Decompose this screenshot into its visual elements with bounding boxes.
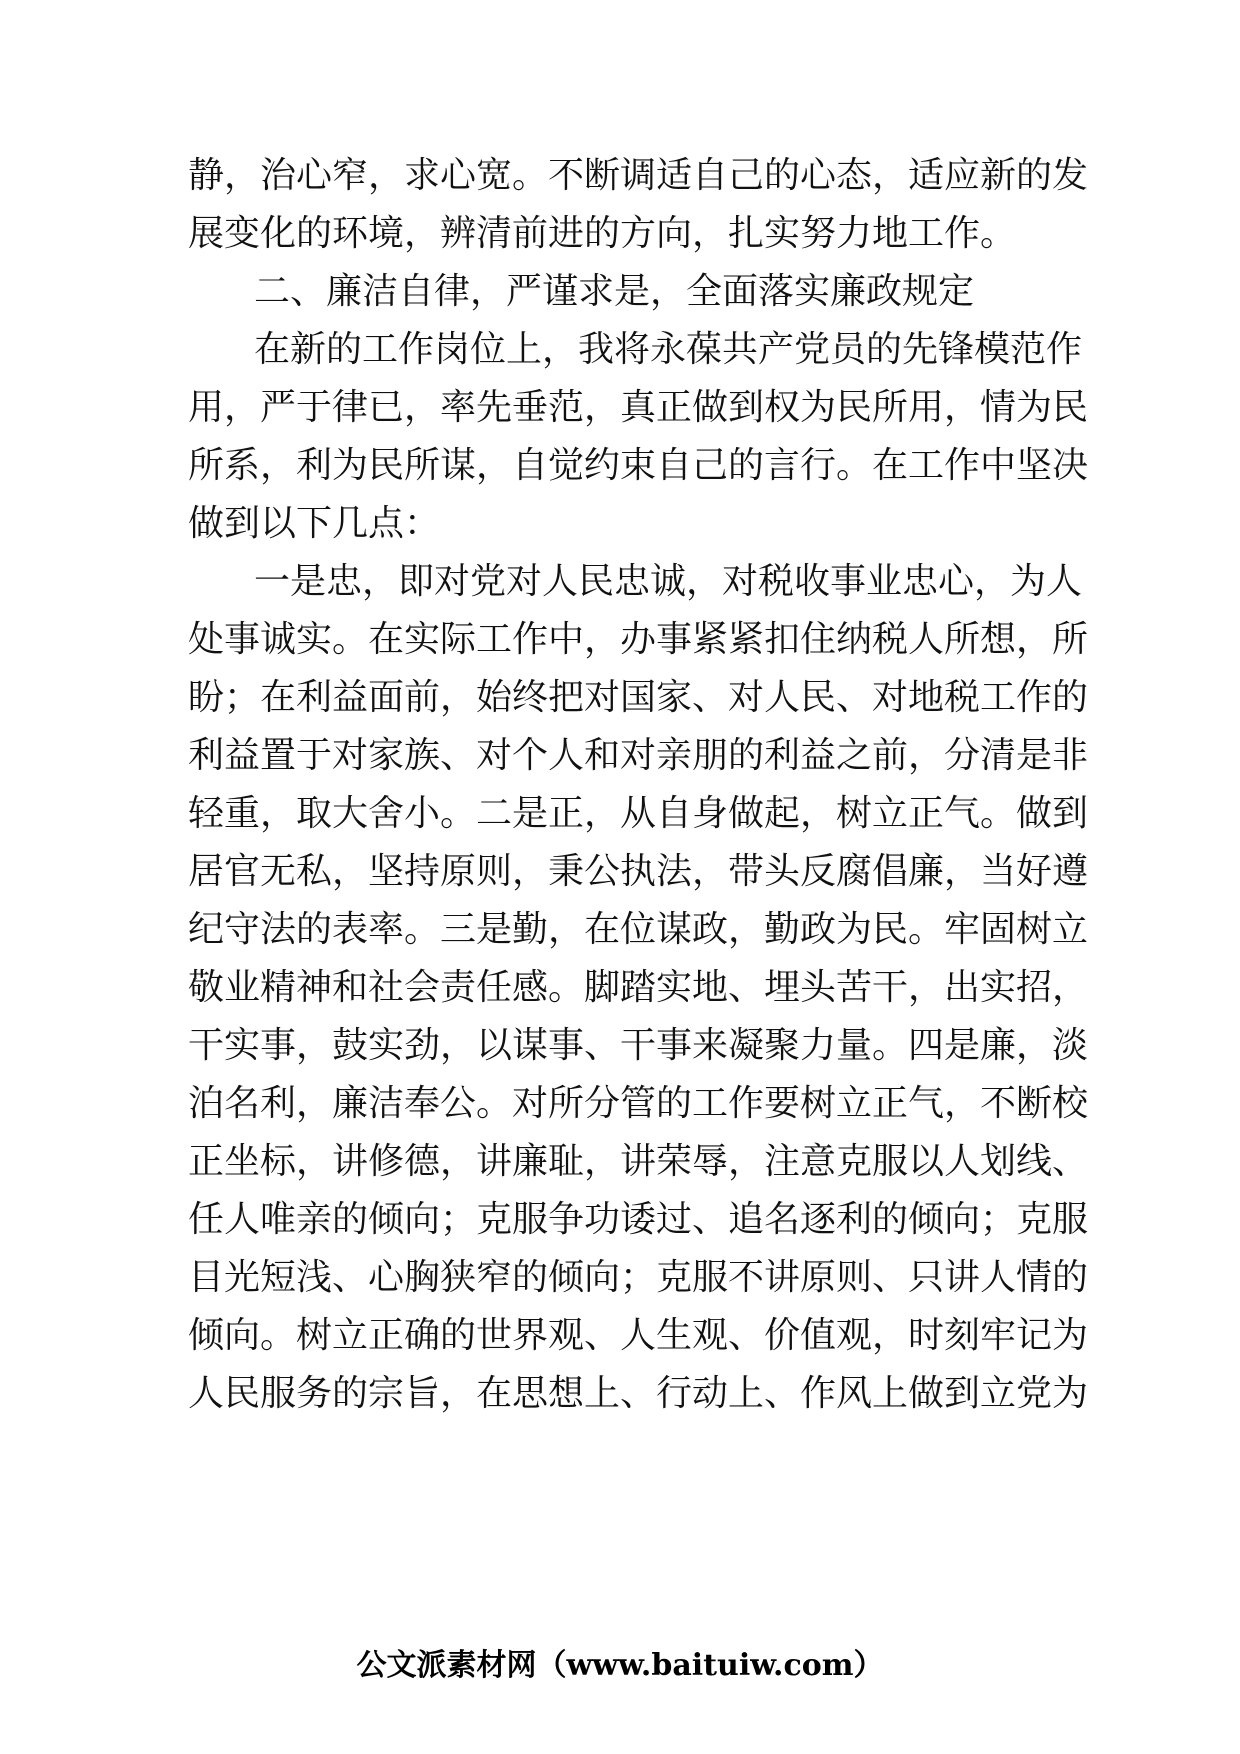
text-line: 静，治心窄，求心宽。不断调适自己的心态，适应新的发 [188, 155, 1089, 196]
text-line: 一是忠，即对党对人民忠诚，对税收事业忠心，为人 [254, 561, 1083, 602]
text-line: 敬业精神和社会责任感。脚踏实地、埋头苦干，出实招， [188, 967, 1089, 1008]
text-line: 人民服务的宗旨，在思想上、行动上、作风上做到立党为 [188, 1373, 1089, 1414]
text-line: 在新的工作岗位上，我将永葆共产党员的先锋模范作 [254, 329, 1083, 370]
text-line: 正坐标，讲修德，讲廉耻，讲荣辱，注意克服以人划线、 [188, 1141, 1089, 1182]
text-line: 盼；在利益面前，始终把对国家、对人民、对地税工作的 [188, 677, 1089, 718]
text-line: 轻重，取大舍小。二是正，从自身做起，树立正气。做到 [188, 793, 1089, 834]
text-line: 处事诚实。在实际工作中，办事紧紧扣住纳税人所想，所 [188, 619, 1089, 660]
text-line: 任人唯亲的倾向；克服争功诿过、追名逐利的倾向；克服 [188, 1199, 1089, 1240]
text-line: 居官无私，坚持原则，秉公执法，带头反腐倡廉，当好遵 [188, 851, 1089, 892]
text-line: 用，严于律已，率先垂范，真正做到权为民所用，情为民 [188, 387, 1089, 428]
footer-source: 公文派素材网（www.baituiw.com） [356, 1648, 884, 1683]
section-heading: 二、廉洁自律，严谨求是，全面落实廉政规定 [254, 271, 975, 312]
text-line: 泊名利，廉洁奉公。对所分管的工作要树立正气，不断校 [188, 1083, 1089, 1124]
text-line: 利益置于对家族、对个人和对亲朋的利益之前，分清是非 [188, 735, 1089, 776]
text-line: 所系，利为民所谋，自觉约束自己的言行。在工作中坚决 [188, 445, 1089, 486]
text-line: 倾向。树立正确的世界观、人生观、价值观，时刻牢记为 [188, 1315, 1089, 1356]
text-line: 纪守法的表率。三是勤，在位谋政，勤政为民。牢固树立 [188, 909, 1089, 950]
text-line: 目光短浅、心胸狭窄的倾向；克服不讲原则、只讲人情的 [188, 1257, 1089, 1298]
text-line: 做到以下几点： [188, 503, 441, 544]
text-line: 展变化的环境，辨清前进的方向，扎实努力地工作。 [188, 213, 1017, 254]
text-line: 干实事，鼓实劲，以谋事、干事来凝聚力量。四是廉，淡 [188, 1025, 1089, 1066]
